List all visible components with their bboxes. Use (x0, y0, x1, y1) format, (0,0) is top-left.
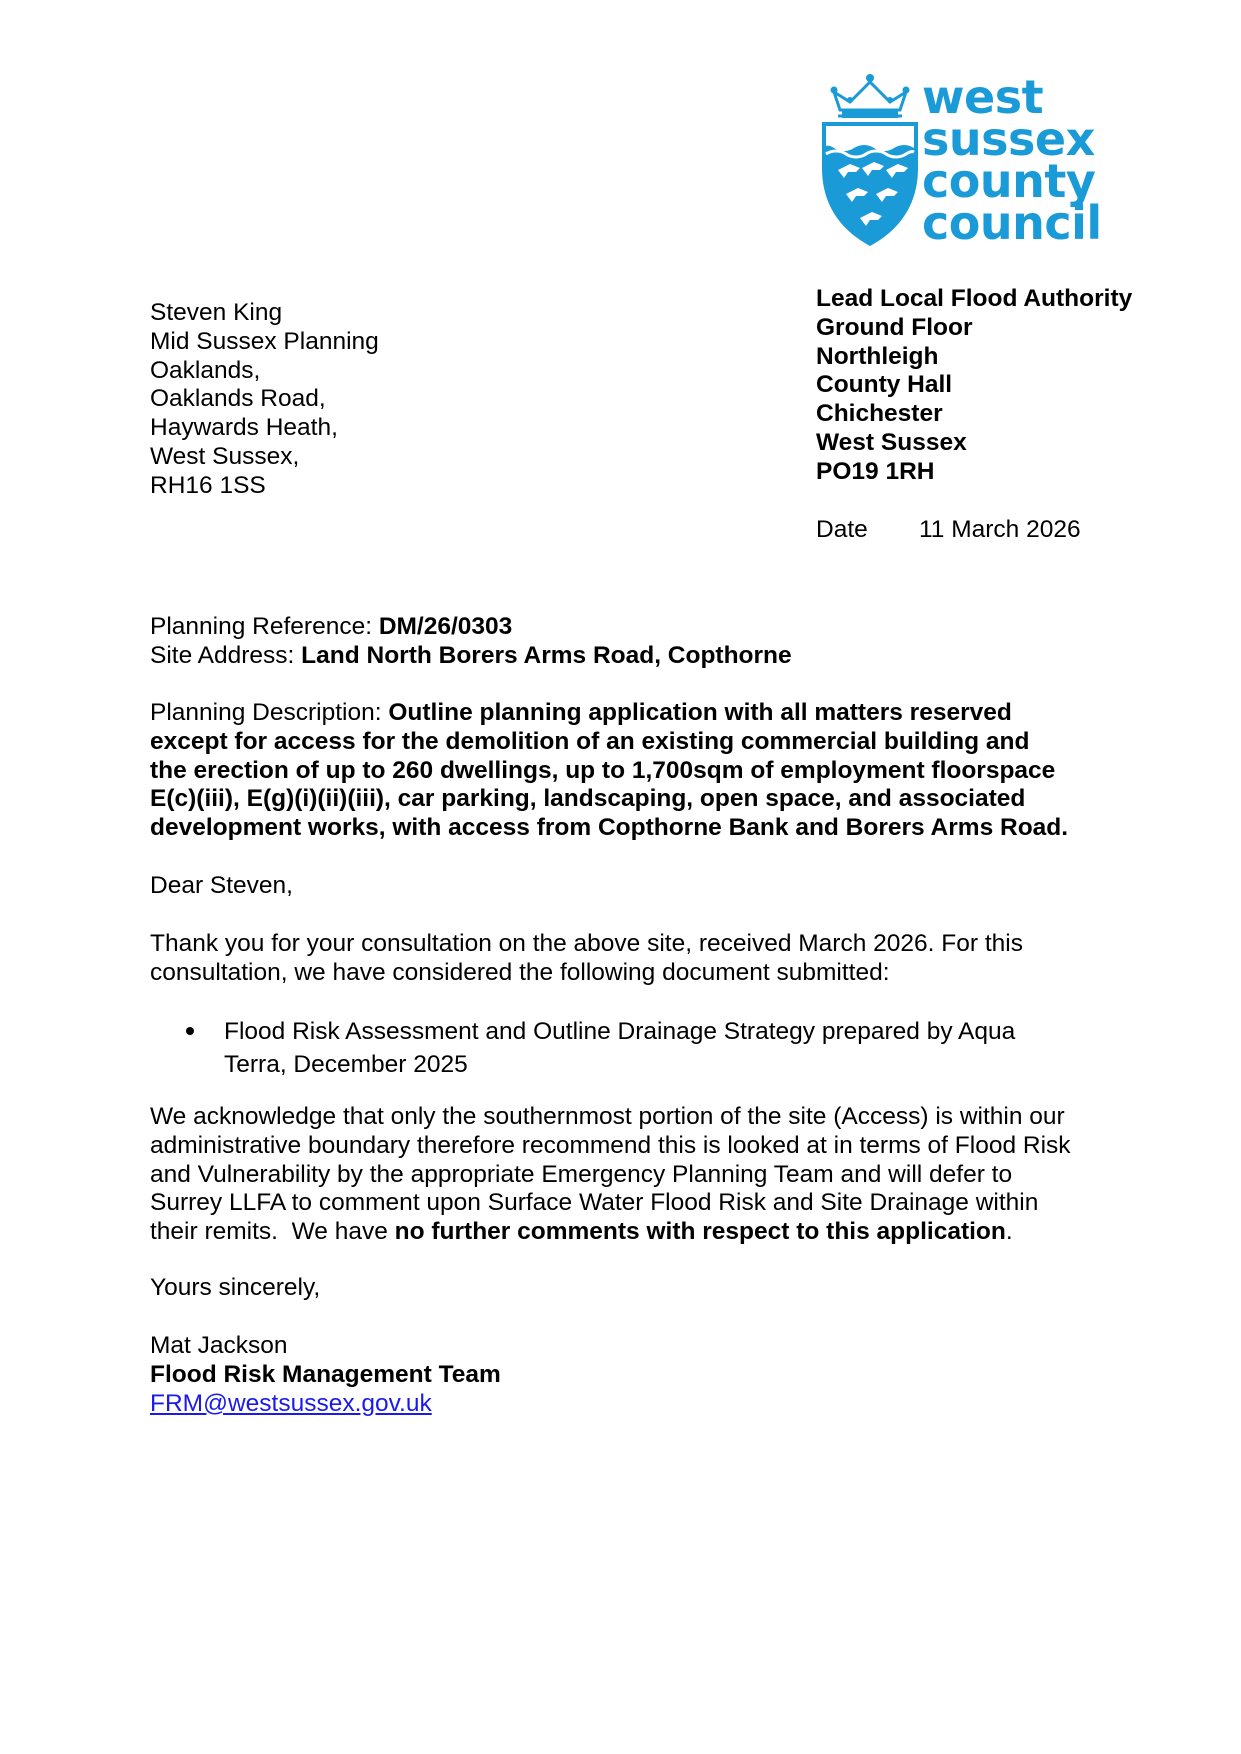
site-address-value: Land North Borers Arms Road, Copthorne (301, 641, 792, 669)
description-line: except for access for the demolition of an existing commercial building and (150, 727, 1030, 755)
document-line: Terra, December 2025 (224, 1051, 468, 1078)
site-address (150, 642, 792, 671)
greeting: Dear Steven, (150, 872, 293, 899)
sender-line: Northleigh (816, 342, 939, 370)
recipient-line: West Sussex, (150, 442, 300, 470)
description-text: Outline planning application with all matters reserved (388, 699, 1012, 726)
recipient-line: Mid Sussex Planning (150, 327, 379, 355)
email-line (150, 1390, 501, 1419)
recipient-line: Haywards Heath, (150, 414, 338, 442)
recipient-line: RH16 1SS (150, 471, 266, 499)
recipient-address (150, 299, 379, 501)
date-label: Date (816, 516, 868, 543)
paragraph-line: We acknowledge that only the southernmost portion of the site (Access) is within our (150, 1103, 1065, 1130)
paragraph-line: and Vulnerability by the appropriate Emergency Planning Team and will defer to (150, 1160, 1013, 1188)
signatory-name: Mat Jackson (150, 1332, 288, 1359)
shield-icon (820, 70, 920, 248)
ack-suffix: . (1005, 1218, 1013, 1246)
bullet-icon (186, 1027, 194, 1035)
planning-description (150, 699, 1068, 843)
consultation-paragraph (150, 930, 1023, 988)
sender-line: PO19 1RH (816, 457, 935, 485)
description-line: E(c)(iii), E(g)(i)(ii)(iii), car parking, landscaping, open space, and associated (150, 785, 1026, 813)
ack-prefix: their remits. We have (150, 1218, 395, 1246)
document-title (224, 1015, 1064, 1081)
letter-date (816, 516, 1081, 545)
paragraph-line: administrative boundary therefore recommend this is looked at in terms of Flood Risk (150, 1131, 1071, 1159)
description-line (150, 699, 1068, 728)
sender-line: Ground Floor (816, 313, 973, 341)
planning-reference-value: DM/26/0303 (378, 613, 513, 640)
paragraph-line (150, 1218, 1071, 1247)
email-link[interactable]: FRM@westsussex.gov.uk (150, 1389, 432, 1417)
paragraph-line: Surrey LLFA to comment upon Surface Water Flood Risk and Site Drainage within (150, 1189, 1039, 1217)
planning-reference (150, 613, 792, 642)
date-value: 11 March 2026 (919, 516, 1081, 543)
ack-conclusion: no further comments with respect to this application (394, 1218, 1006, 1246)
sender-line: Lead Local Flood Authority (816, 285, 1133, 312)
site-address-label: Site Address: (150, 641, 302, 669)
references (150, 613, 792, 671)
sender-address (816, 285, 1132, 487)
description-label: Planning Description: (150, 699, 389, 726)
sender-line: Chichester (816, 400, 943, 428)
document-line: Flood Risk Assessment and Outline Drainage Strategy prepared by Aqua (224, 1018, 1016, 1045)
sender-line: West Sussex (816, 428, 967, 456)
recipient-line: Oaklands Road, (150, 385, 326, 413)
acknowledgement-paragraph (150, 1103, 1071, 1247)
paragraph-line: Thank you for your consultation on the above site, received March 2026. For this (150, 930, 1023, 957)
recipient-line: Oaklands, (150, 356, 261, 384)
planning-reference-label: Planning Reference: (150, 613, 379, 640)
closing: Yours sincerely, (150, 1274, 321, 1301)
description-line: development works, with access from Copthorne Bank and Borers Arms Road. (150, 814, 1069, 842)
recipient-line: Steven King (150, 299, 283, 326)
paragraph-line: consultation, we have considered the following document submitted: (150, 958, 890, 986)
council-logo: west sussex county council (820, 70, 1100, 250)
description-line: the erection of up to 260 dwellings, up to 1,700sqm of employment floorspace (150, 756, 1056, 784)
signatory-team: Flood Risk Management Team (150, 1360, 501, 1388)
signature-block (150, 1332, 501, 1418)
sender-line: County Hall (816, 371, 953, 399)
